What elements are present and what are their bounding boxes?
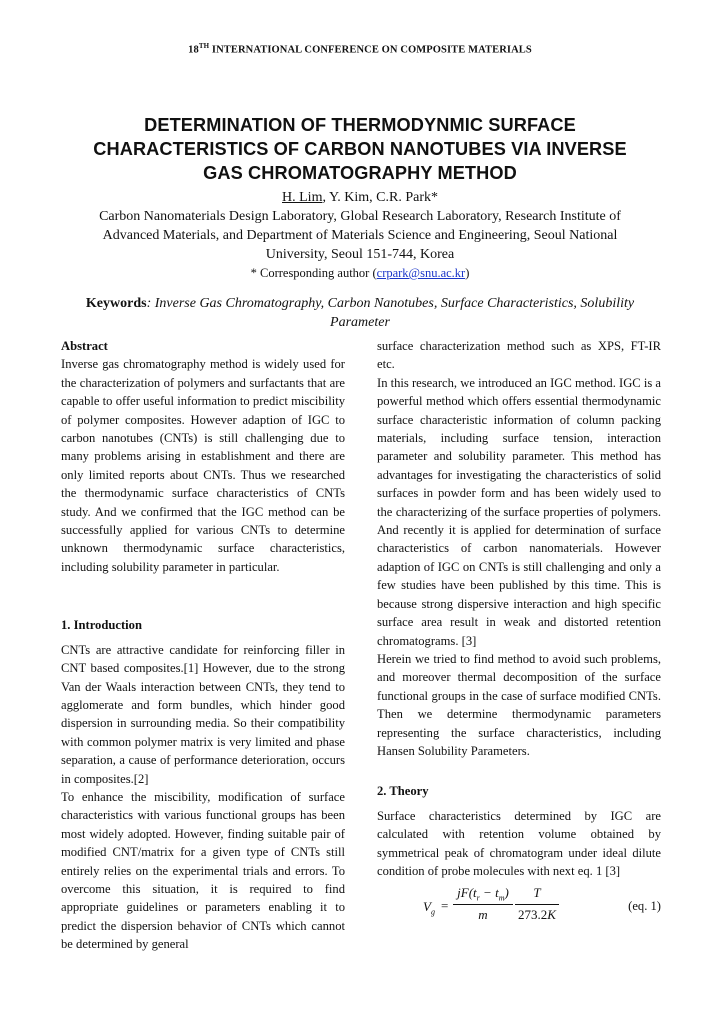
keywords [80, 294, 640, 332]
conference-header [0, 42, 720, 56]
keywords-label: Keywords [85, 296, 147, 311]
conference-name: INTERNATIONAL CONFERENCE ON COMPOSITE MATERIALS [209, 44, 532, 56]
left-column [61, 337, 345, 954]
theory-heading: 2. Theory [377, 784, 429, 799]
title-line: CHARACTERISTICS OF CARBON NANOTUBES VIA INVERSE [93, 139, 627, 159]
introduction-paragraph-3: In this research, we introduced an IGC method. IGC is a powerful method which offers essential thermodynamic surface characteristic information of column packing materials, including surface tension, interaction parameter and solubility parameter. This method has advantages for investigating the characteristics of solid surfaces in powder form and has been widely used to the characterizing of the surface properties of polymers. And recently it is applied for determination of surface characteristics of carbon nanomaterials. However adaption of IGC on CNTs is still challenging and only a few studies have been published by this time. This is because strong dispersive interaction and high specific surface area result in weak and distorted retention chromatograms. [3] [377, 375, 661, 648]
spacer [61, 576, 345, 616]
introduction-paragraph-1: CNTs are attractive candidate for reinforcing filler in CNT based composites.[1] However, due to the strong Van der Waals interaction between CNTs, they tend to agglomerate and form bundles, which hinder good dispersion in surrounding media. So their compatibility with common polymer matrix is very limited and phase separation, a cause of performance deterioration, occurs in composites.[2] [61, 642, 345, 786]
equation-equals: = [441, 898, 449, 914]
introduction-paragraph-2: To enhance the miscibility, modification of surface characteristics with various functional groups has been most widely adopted. However, finding suitable pair of modified CNT/matrix for a given type of CNTs still entirely relies on the experimental trials and errors. To overcome this situation, it is required to find appropriate guidelines or parameters enabling it to predict the dispersion behavior of CNTs which cannot be determined by general [61, 789, 345, 952]
equation-lhs [423, 898, 435, 922]
affiliation-line: Advanced Materials, and Department of Materials Science and Engineering, Seoul National [102, 228, 618, 243]
paper-title [60, 113, 660, 185]
conference-number: 18 [188, 44, 199, 56]
corresponding-author [0, 264, 720, 283]
theory-paragraph-1: Surface characteristics determined by IGC are calculated with retention volume obtained by symmetrical peak of chromatogram under ideal dilute condition of probe molecules with next eq. 1 [3] [377, 808, 661, 878]
conference-number-suffix: TH [198, 42, 210, 50]
corresponding-suffix: ) [465, 266, 470, 280]
equation-num1-sub-r: r [476, 893, 480, 903]
co-authors: , Y. Kim, C.R. Park* [322, 190, 438, 205]
title-line: GAS CHROMATOGRAPHY METHOD [203, 163, 517, 183]
equation-numerator-2: T [533, 885, 541, 901]
introduction-paragraph-4: Herein we tried to find method to avoid such problems, and moreover thermal decomposition of the surface functional groups in the case of surface modified CNTs. Then we determine thermodynamic parameters representing the surface characteristics, including Hansen Solubility Parameters. [377, 651, 661, 758]
equation-num1-prefix: jF(t [457, 885, 477, 901]
equation-num1-sub-m: m [498, 893, 505, 903]
equation-den2-text: 273.2K [518, 907, 556, 923]
equation-tag: (eq. 1) [628, 899, 661, 914]
author-block [0, 188, 720, 283]
author-list [0, 188, 720, 207]
introduction-paragraph-2-continued: surface characterization method such as XPS, FT-IR etc. [377, 339, 661, 372]
equation-lhs-subscript: g [430, 907, 435, 917]
keywords-text: : Inverse Gas Chromatography, Carbon Nanotubes, Surface Characteristics, Solubility Parameter [146, 296, 635, 330]
spacer [377, 760, 661, 782]
equation-lhs-symbol: V [423, 899, 431, 915]
presenting-author: H. Lim [282, 190, 323, 205]
corresponding-email-link[interactable]: crpark@snu.ac.kr [376, 266, 466, 280]
equation-num1-mid: − t [479, 885, 499, 901]
equation-denominator-2 [513, 906, 561, 924]
equation-1 [377, 886, 661, 932]
equation-fraction-bar-1 [453, 904, 513, 905]
right-column [377, 337, 661, 932]
equation-den2-unit: K [547, 907, 556, 923]
corresponding-prefix: * Corresponding author ( [250, 266, 377, 280]
equation-num1-suffix: ) [504, 885, 509, 901]
equation-fraction-bar-2 [515, 904, 559, 905]
abstract-body: Inverse gas chromatography method is widely used for the characterization of polymers and surfactants that are capable to offer useful information to predict miscibility of polymer composites. However adaption of IGC to carbon nanotubes (CNTs) is still challenging due to many problems arising in establishment and there are only limited reports about CNTs. Thus we researched the thermodynamic surface characteristics of CNTs study. And we confirmed that the IGC method can be successfully applied for various CNTs to determine unknown thermodynamic surface characteristics, including solubility parameter in particular. [61, 357, 345, 574]
abstract-heading: Abstract [61, 339, 108, 353]
equation-denominator-1: m [478, 907, 488, 923]
title-line: DETERMINATION OF THERMODYNMIC SURFACE [144, 115, 576, 135]
introduction-heading: 1. Introduction [61, 618, 142, 633]
affiliation-line: University, Seoul 151-744, Korea [265, 247, 455, 262]
affiliation-line: Carbon Nanomaterials Design Laboratory, Global Research Laboratory, Research Institute of [99, 209, 621, 224]
